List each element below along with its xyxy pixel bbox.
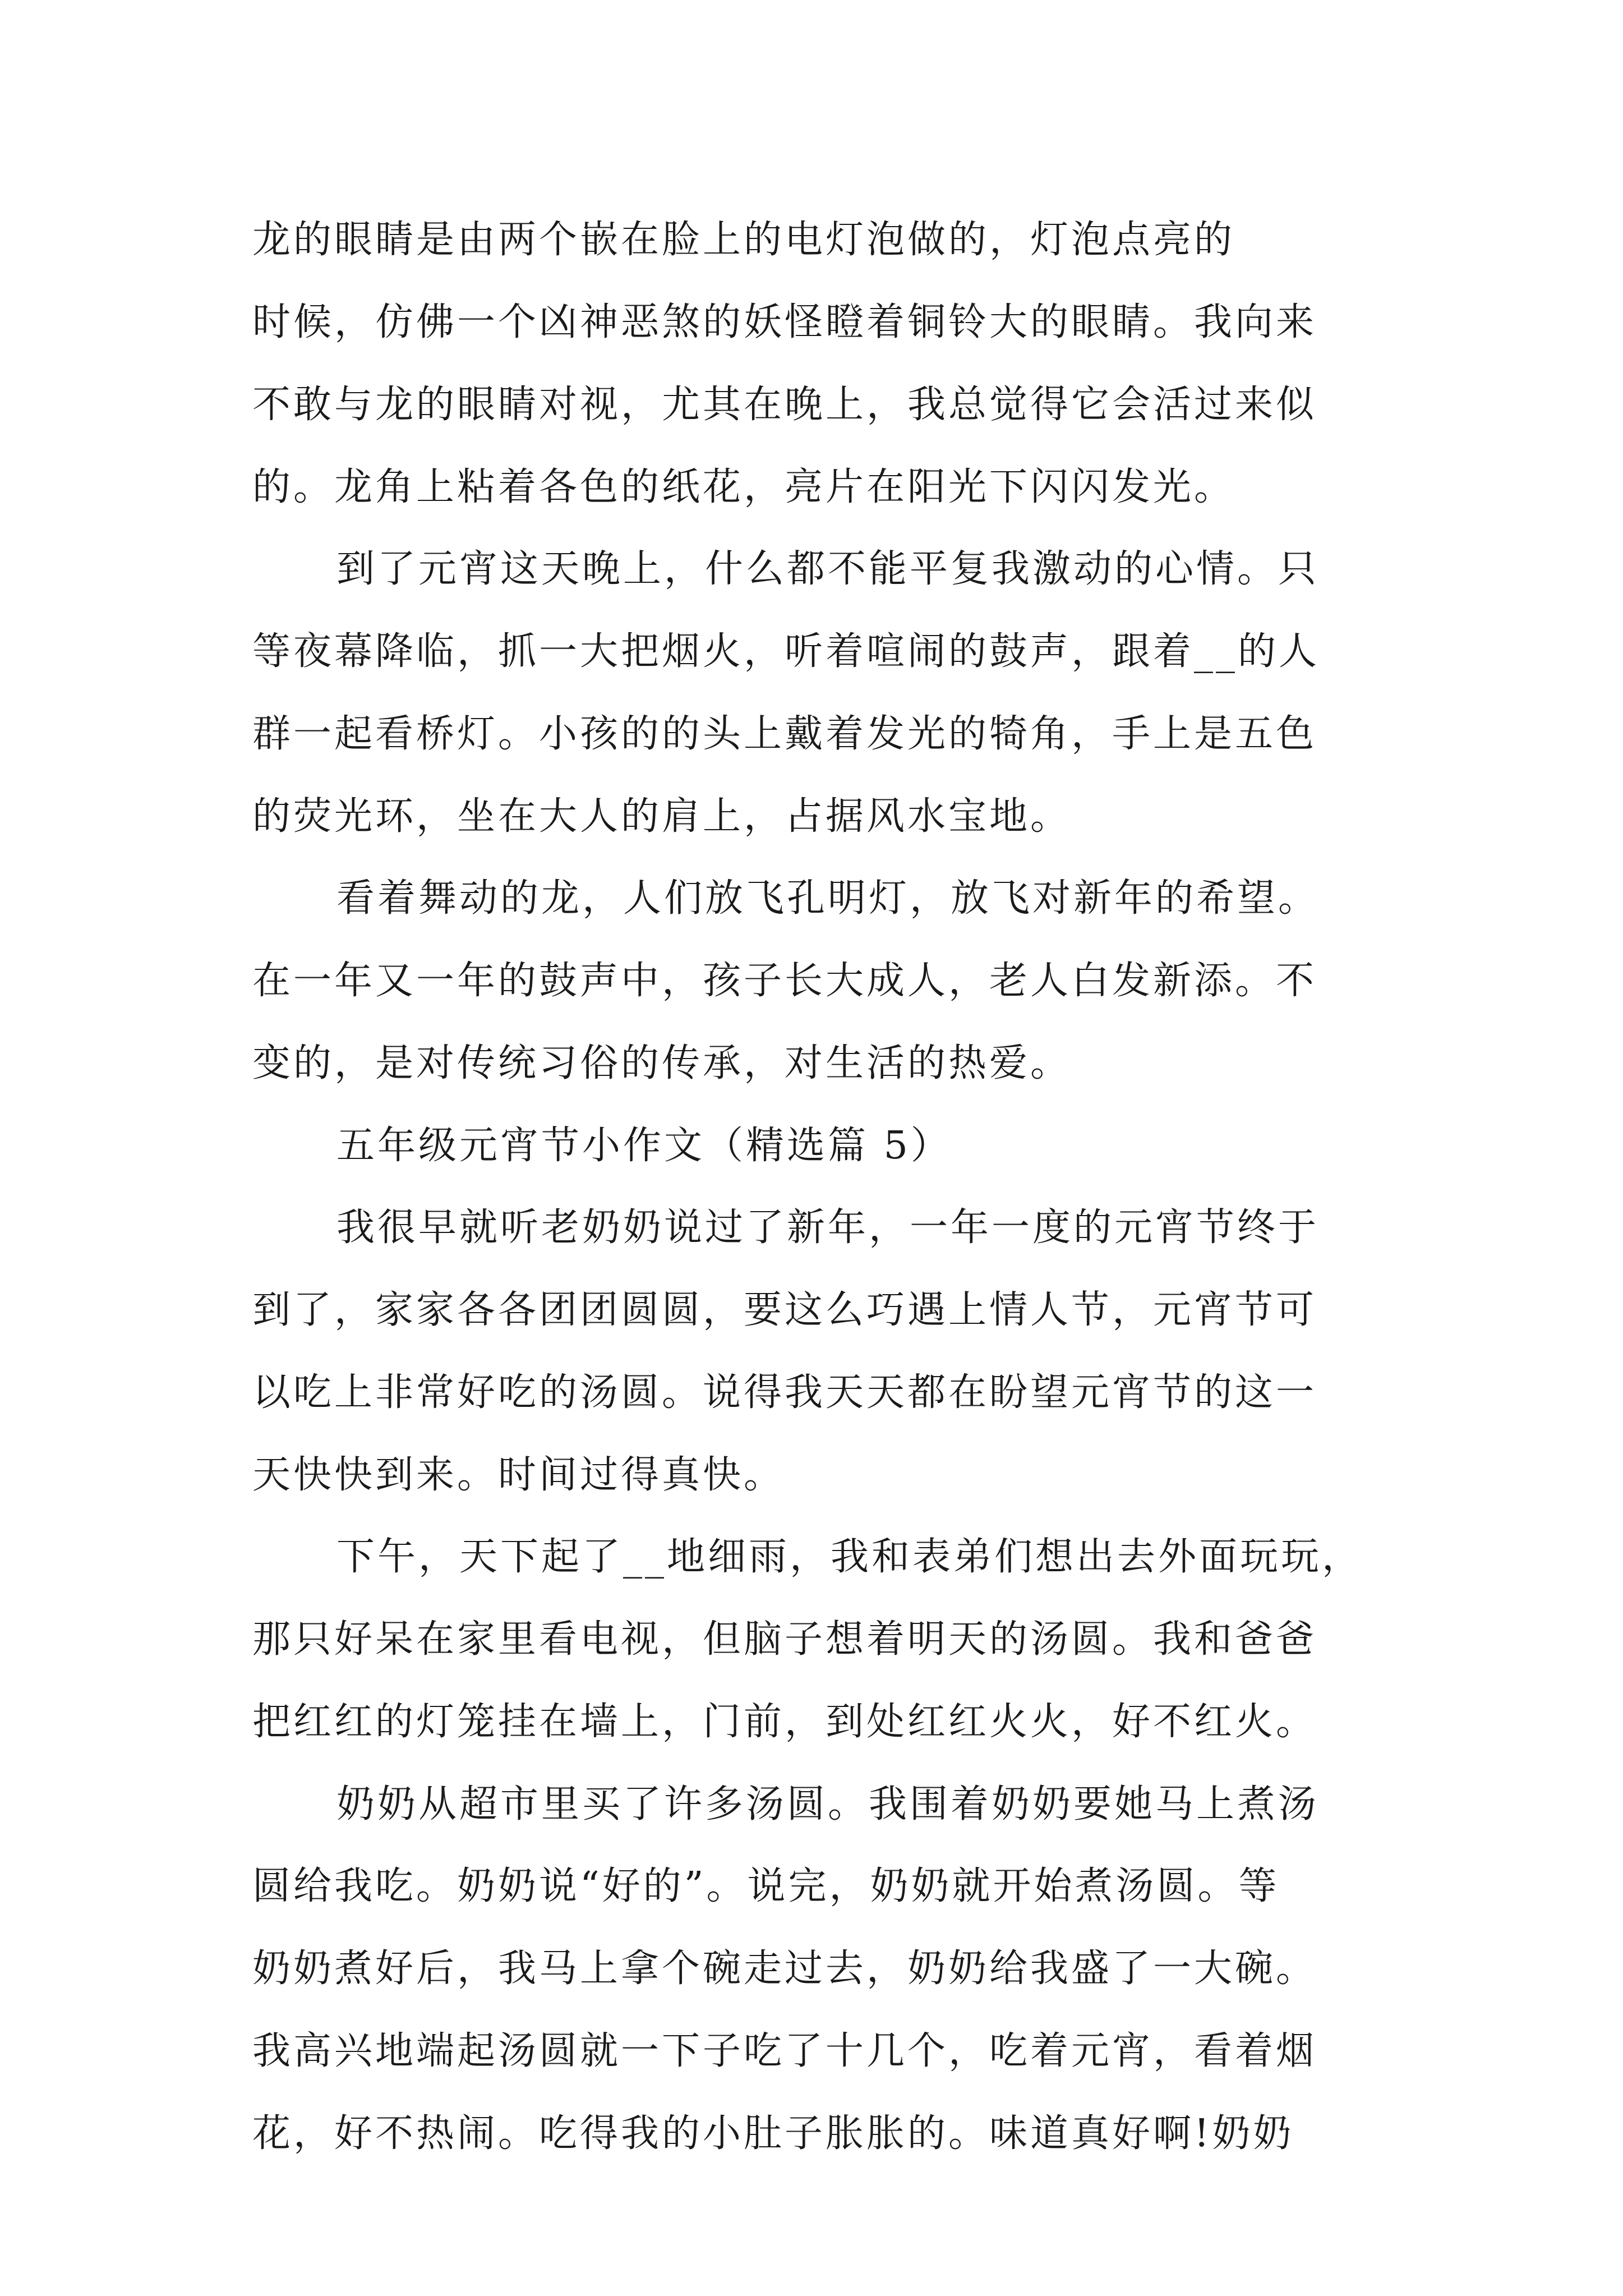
text-line: 奶奶煮好后，我马上拿个碗走过去，奶奶给我盛了一大碗。 bbox=[252, 1947, 1317, 1991]
text-line: 花，好不热闹。吃得我的小肚子胀胀的。味道真好啊!奶奶 bbox=[252, 2111, 1294, 2156]
text-line: 的。龙角上粘着各色的纸花，亮片在阳光下闪闪发光。 bbox=[252, 465, 1235, 509]
text-line: 奶奶从超市里买了许多汤圆。我围着奶奶要她马上煮汤 bbox=[336, 1782, 1320, 1826]
text-line: 在一年又一年的鼓声中，孩子长大成人，老人白发新添。不 bbox=[252, 959, 1317, 1003]
text-line: 那只好呆在家里看电视，但脑子想着明天的汤圆。我和爸爸 bbox=[252, 1617, 1317, 1662]
text-line: 到了元宵这天晚上，什么都不能平复我激动的心情。只 bbox=[336, 547, 1320, 591]
text-line: 群一起看桥灯。小孩的的头上戴着发光的犄角，手上是五色 bbox=[252, 712, 1317, 756]
text-line: 我高兴地端起汤圆就一下子吃了十几个，吃着元宵，看着烟 bbox=[252, 2029, 1317, 2073]
text-line: 下午，天下起了__地细雨，我和表弟们想出去外面玩玩， bbox=[336, 1535, 1363, 1579]
text-line: 以吃上非常好吃的汤圆。说得我天天都在盼望元宵节的这一 bbox=[252, 1370, 1317, 1415]
text-line: 龙的眼睛是由两个嵌在脸上的电灯泡做的，灯泡点亮的 bbox=[252, 218, 1235, 262]
text-line: 到了，家家各各团团圆圆，要这么巧遇上情人节，元宵节可 bbox=[252, 1288, 1317, 1332]
text-line: 时候，仿佛一个凶神恶煞的妖怪瞪着铜铃大的眼睛。我向来 bbox=[252, 300, 1317, 344]
text-line: 看着舞动的龙，人们放飞孔明灯，放飞对新年的希望。 bbox=[336, 876, 1320, 921]
text-line: 天快快到来。时间过得真快。 bbox=[252, 1453, 785, 1497]
text-line: 我很早就听老奶奶说过了新年，一年一度的元宵节终于 bbox=[336, 1205, 1320, 1250]
text-line: 把红红的灯笼挂在墙上，门前，到处红红火火，好不红火。 bbox=[252, 1700, 1317, 1744]
text-line: 的荧光环，坐在大人的肩上，占据风水宝地。 bbox=[252, 794, 1072, 839]
section-heading: 五年级元宵节小作文（精选篇 5） bbox=[336, 1124, 952, 1168]
text-line: 等夜幕降临，抓一大把烟火，听着喧闹的鼓声，跟着__的人 bbox=[252, 629, 1320, 674]
text-line: 变的，是对传统习俗的传承，对生活的热爱。 bbox=[252, 1041, 1072, 1085]
text-line: 圆给我吃。奶奶说“好的”。说完，奶奶就开始煮汤圆。等 bbox=[252, 1864, 1280, 1908]
text-line: 不敢与龙的眼睛对视，尤其在晚上，我总觉得它会活过来似 bbox=[252, 383, 1317, 427]
